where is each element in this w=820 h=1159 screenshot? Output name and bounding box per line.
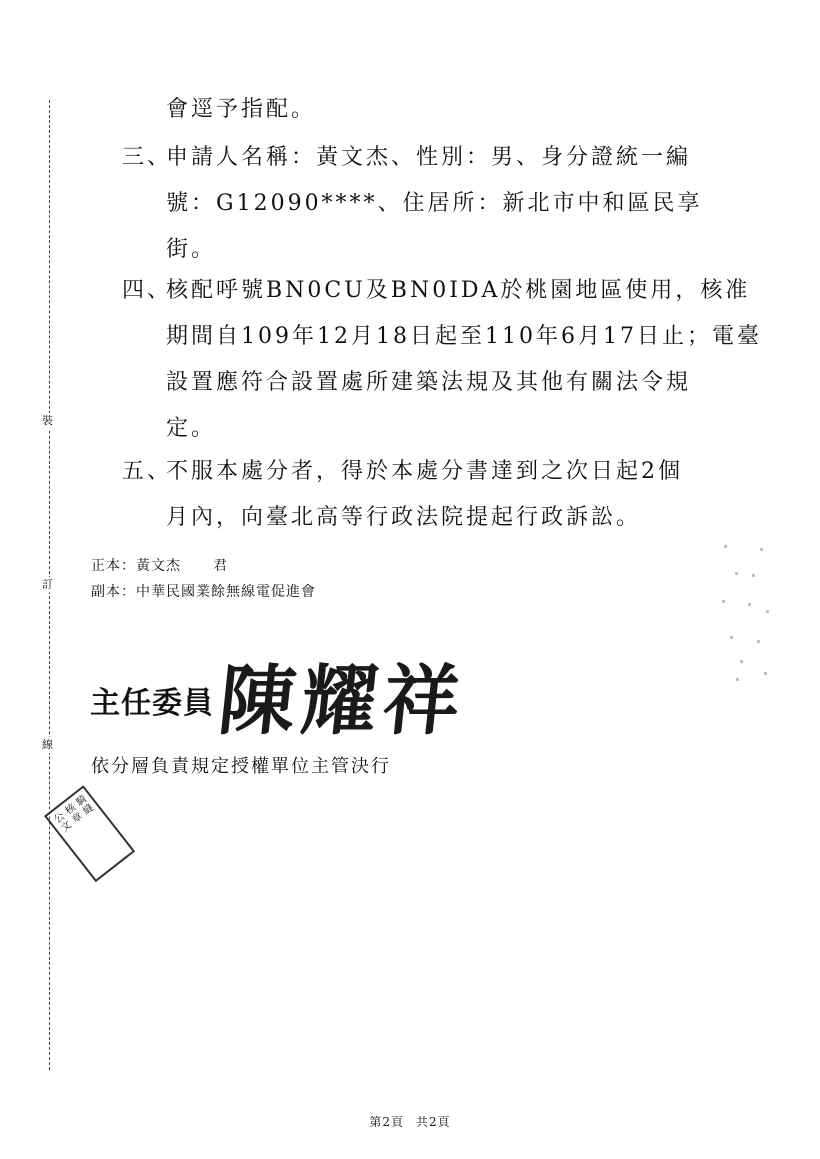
copy-recipient: [91, 582, 316, 602]
page-footer: [0, 1113, 820, 1130]
paragraph-line: 設置應符合設置處所建築法規及其他有關法令規: [166, 370, 692, 395]
binding-char-xian: 線: [42, 738, 53, 751]
original-name: 黃文杰: [136, 558, 181, 574]
paragraph-line: 月內，向臺北高等行政法院提起行政訴訟。: [166, 505, 642, 530]
signature-title: 主任委員: [90, 686, 214, 721]
paragraph-line: 定。: [166, 416, 217, 441]
paragraph-line: 期間自109年12月18日起至110年6月17日止；電臺: [166, 324, 762, 349]
stamp-text: 公文: [52, 810, 74, 835]
paragraph-number: 五、: [122, 459, 173, 484]
paragraph-line: 號：G12090****、住居所：新北市中和區民享: [166, 191, 703, 216]
original-honorific: 君: [213, 558, 228, 574]
paragraph-number: 四、: [122, 278, 173, 303]
copy-name: 中華民國業餘無線電促進會: [136, 584, 316, 600]
stamp-text: 騎縫: [74, 793, 96, 818]
page-number: 第2頁: [369, 1115, 404, 1129]
paragraph-line: 不服本處分者，得於本處分書達到之次日起2個: [166, 459, 683, 484]
paragraph-line: 街。: [166, 237, 217, 262]
stamp-text: 核章: [63, 802, 85, 826]
copy-label: 副本：: [91, 584, 136, 600]
paragraph-line: 申請人名稱：黃文杰、性別：男、身分證統一編: [166, 145, 692, 170]
binding-stamp: [44, 785, 135, 882]
paragraph-line: 會逕予指配。: [166, 97, 317, 122]
paragraph-line: 核配呼號BN0CU及BN0IDA於桃園地區使用，核准: [166, 278, 751, 303]
authorization-note: 依分層負責規定授權單位主管決行: [91, 756, 391, 777]
paragraph-number: 三、: [122, 145, 173, 170]
binding-char-ding: 訂: [42, 578, 53, 591]
binding-char-zhuang: 裝: [42, 414, 53, 427]
original-recipient: [91, 556, 228, 576]
original-label: 正本：: [91, 558, 136, 574]
signature-name: 陳耀祥: [214, 656, 471, 745]
page-total: 共2頁: [416, 1115, 451, 1129]
